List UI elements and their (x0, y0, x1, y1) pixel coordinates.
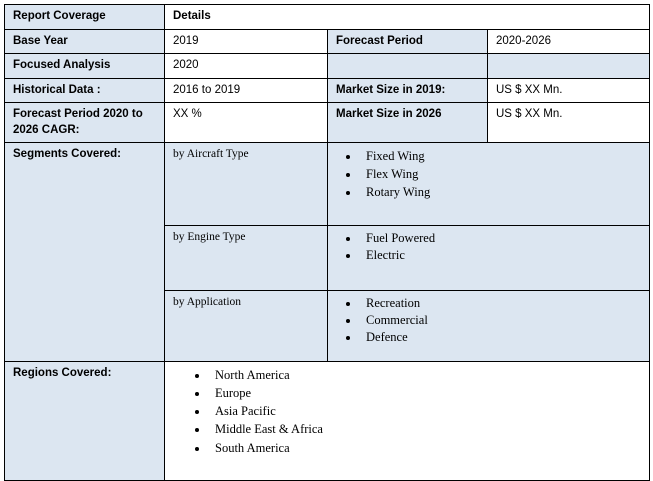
label-market-size-2026: Market Size in 2026 (328, 103, 488, 143)
value-base-year: 2019 (165, 29, 328, 54)
regions-row (5, 362, 650, 481)
list-item: • Electric (360, 247, 643, 264)
table-row (5, 78, 650, 103)
value-market-size-2026: US $ XX Mn. (488, 103, 650, 143)
value-historical-data: 2016 to 2019 (165, 78, 328, 103)
report-coverage-table (4, 4, 650, 481)
segment-title-engine-type: by Engine Type (165, 226, 328, 291)
header-details: Details (165, 5, 650, 30)
list-item: • Flex Wing (360, 165, 643, 183)
segment-title-application: by Application (165, 291, 328, 362)
list-item: • Asia Pacific (209, 402, 643, 420)
list-item: • Europe (209, 384, 643, 402)
label-base-year: Base Year (5, 29, 165, 54)
list-item: • South America (209, 439, 643, 457)
segment-title-aircraft-type: by Aircraft Type (165, 143, 328, 226)
list-item: • Commercial (360, 312, 643, 329)
list-item: • Fixed Wing (360, 147, 643, 165)
list-item: • Recreation (360, 295, 643, 312)
list-item: • Middle East & Africa (209, 420, 643, 438)
list-item: • North America (209, 366, 643, 384)
bullet-list (336, 230, 643, 264)
list-item: • Rotary Wing (360, 183, 643, 201)
label-empty-1 (328, 54, 488, 79)
list-item: • Fuel Powered (360, 230, 643, 247)
table-row (5, 103, 650, 143)
list-item: • Defence (360, 329, 643, 346)
label-regions-covered: Regions Covered: (5, 362, 165, 481)
label-market-size-2019: Market Size in 2019: (328, 78, 488, 103)
bullet-list (336, 295, 643, 346)
value-forecast-cagr: XX % (165, 103, 328, 143)
label-forecast-cagr: Forecast Period 2020 to 2026 CAGR: (5, 103, 165, 143)
value-empty-1 (488, 54, 650, 79)
segment-items-engine-type (328, 226, 650, 291)
label-forecast-period: Forecast Period (328, 29, 488, 54)
value-market-size-2019: US $ XX Mn. (488, 78, 650, 103)
header-report-coverage: Report Coverage (5, 5, 165, 30)
regions-items (165, 362, 650, 481)
table-row (5, 54, 650, 79)
label-historical-data: Historical Data : (5, 78, 165, 103)
report-coverage-sheet (0, 4, 653, 461)
value-forecast-period: 2020-2026 (488, 29, 650, 54)
bullet-list (173, 366, 643, 457)
segment-items-aircraft-type (328, 143, 650, 226)
segments-row-aircraft-type (5, 143, 650, 226)
label-focused-analysis: Focused Analysis (5, 54, 165, 79)
label-segments-covered: Segments Covered: (5, 143, 165, 362)
table-header-row (5, 5, 650, 30)
bullet-list (336, 147, 643, 201)
table-row (5, 29, 650, 54)
value-focused-analysis: 2020 (165, 54, 328, 79)
segment-items-application (328, 291, 650, 362)
